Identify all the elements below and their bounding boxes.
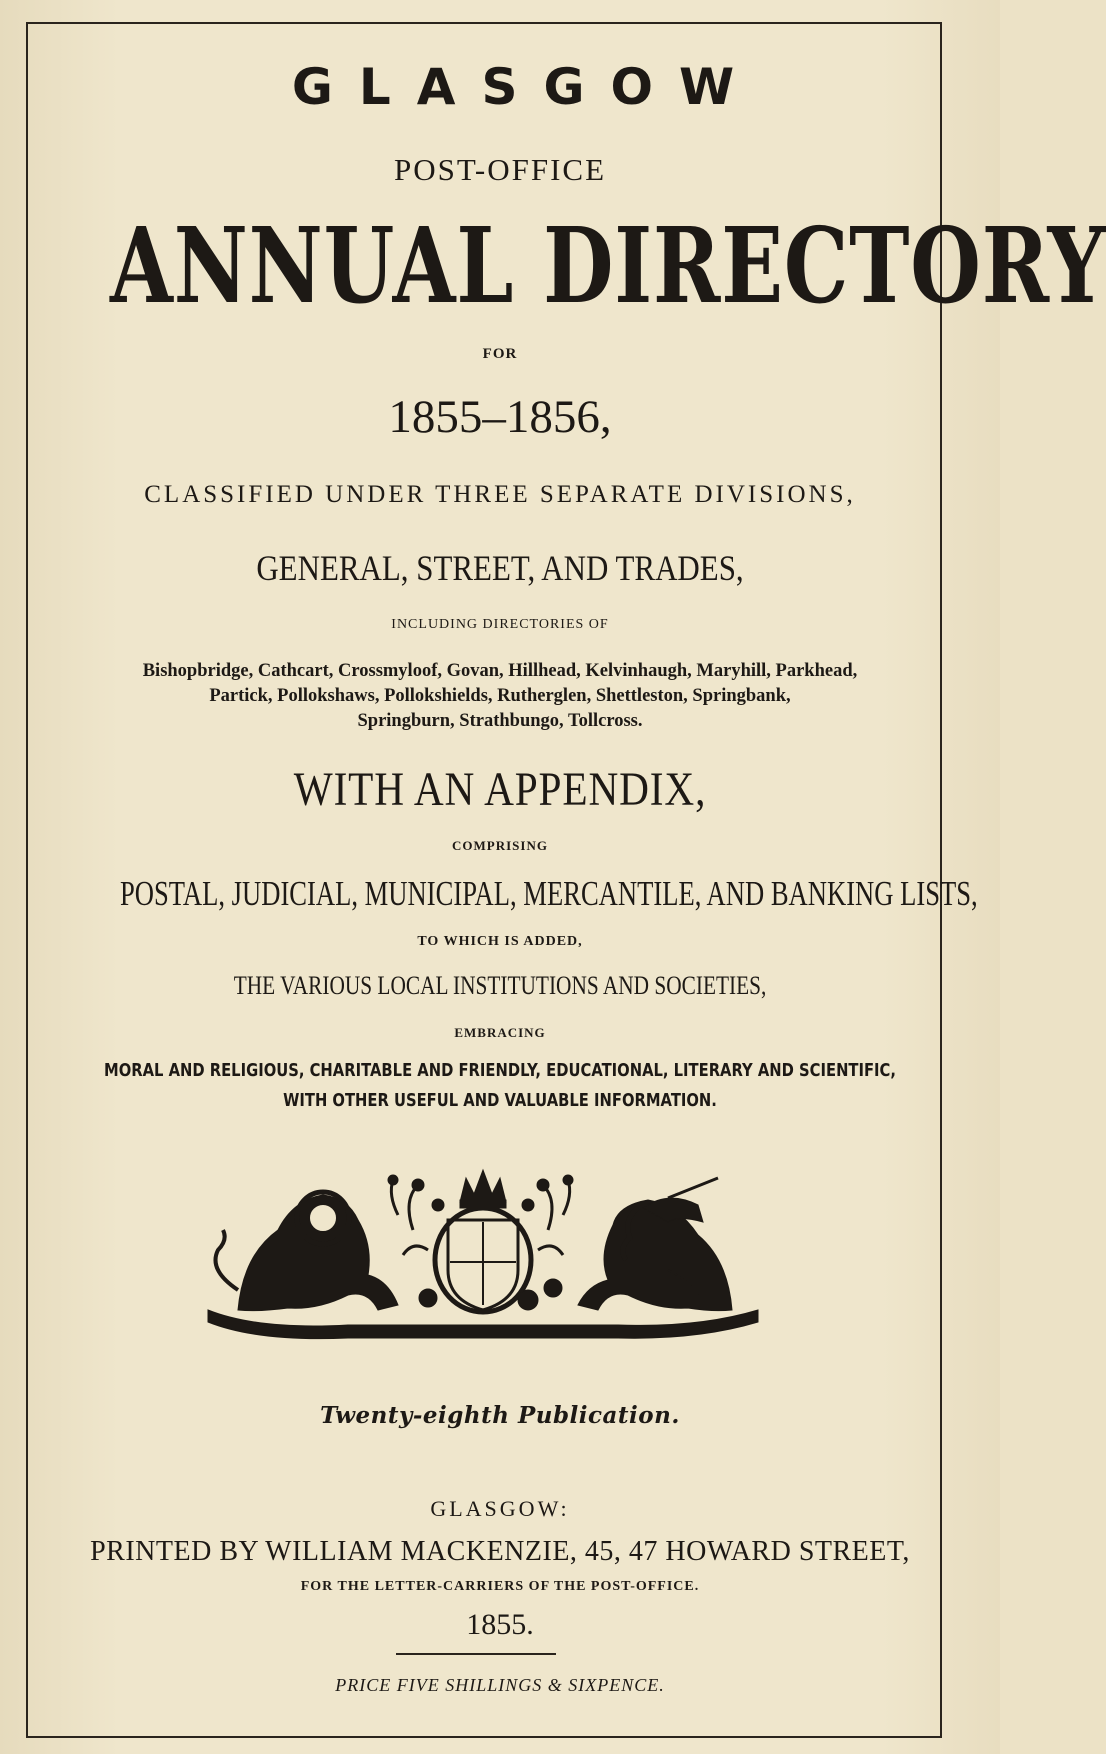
lists-line: POSTAL, JUDICIAL, MUNICIPAL, MERCANTILE, AND BANKING LISTS, (120, 874, 978, 913)
places-line: Springburn, Strathbungo, Tollcross. (357, 711, 643, 731)
added-line: TO WHICH IS ADDED, (417, 934, 583, 949)
embracing-line: EMBRACING (454, 1025, 546, 1040)
categories-line: MORAL AND RELIGIOUS, CHARITABLE AND FRIENDLY, EDUCATIONAL, LITERARY AND SCIENTIFIC, (104, 1060, 896, 1081)
divisions-line: GENERAL, STREET, AND TRADES, (256, 548, 744, 588)
comprising-line: COMPRISING (452, 838, 548, 853)
divider-rule (396, 1653, 556, 1655)
post-office-subtitle: POST-OFFICE (393, 152, 607, 187)
publication-edition: Twenty-eighth Publication. (320, 1402, 680, 1429)
institutions-line: THE VARIOUS LOCAL INSTITUTIONS AND SOCIETIES, (233, 971, 767, 1000)
categories-line: WITH OTHER USEFUL AND VALUABLE INFORMATION. (283, 1090, 717, 1111)
places-line: Partick, Pollokshaws, Pollokshields, Rutherglen, Shettleston, Springbank, (209, 686, 791, 706)
including-line: INCLUDING DIRECTORIES OF (391, 617, 609, 632)
places-line: Bishopbridge, Cathcart, Crossmyloof, Govan, Hillhead, Kelvinhaugh, Maryhill, Parkhead, (142, 661, 858, 681)
years: 1855–1856, (388, 391, 612, 443)
appendix-heading: WITH AN APPENDIX, (293, 763, 707, 816)
price-line: PRICE FIVE SHILLINGS & SIXPENCE. (335, 1675, 665, 1695)
imprint-city: GLASGOW: (430, 1496, 570, 1521)
royal-coat-of-arms-icon (198, 1160, 772, 1342)
classified-line: CLASSIFIED UNDER THREE SEPARATE DIVISIONS, (144, 481, 856, 508)
letter-carriers-line: FOR THE LETTER-CARRIERS OF THE POST-OFFICE. (300, 1579, 700, 1594)
printer-line: PRINTED BY WILLIAM MACKENZIE, 45, 47 HOWARD STREET, (90, 1536, 910, 1567)
for-label: FOR (482, 346, 518, 362)
city-title: GLASGOW (291, 58, 761, 116)
main-title: ANNUAL DIRECTORY (110, 204, 1106, 327)
publication-year: 1855. (466, 1608, 534, 1641)
